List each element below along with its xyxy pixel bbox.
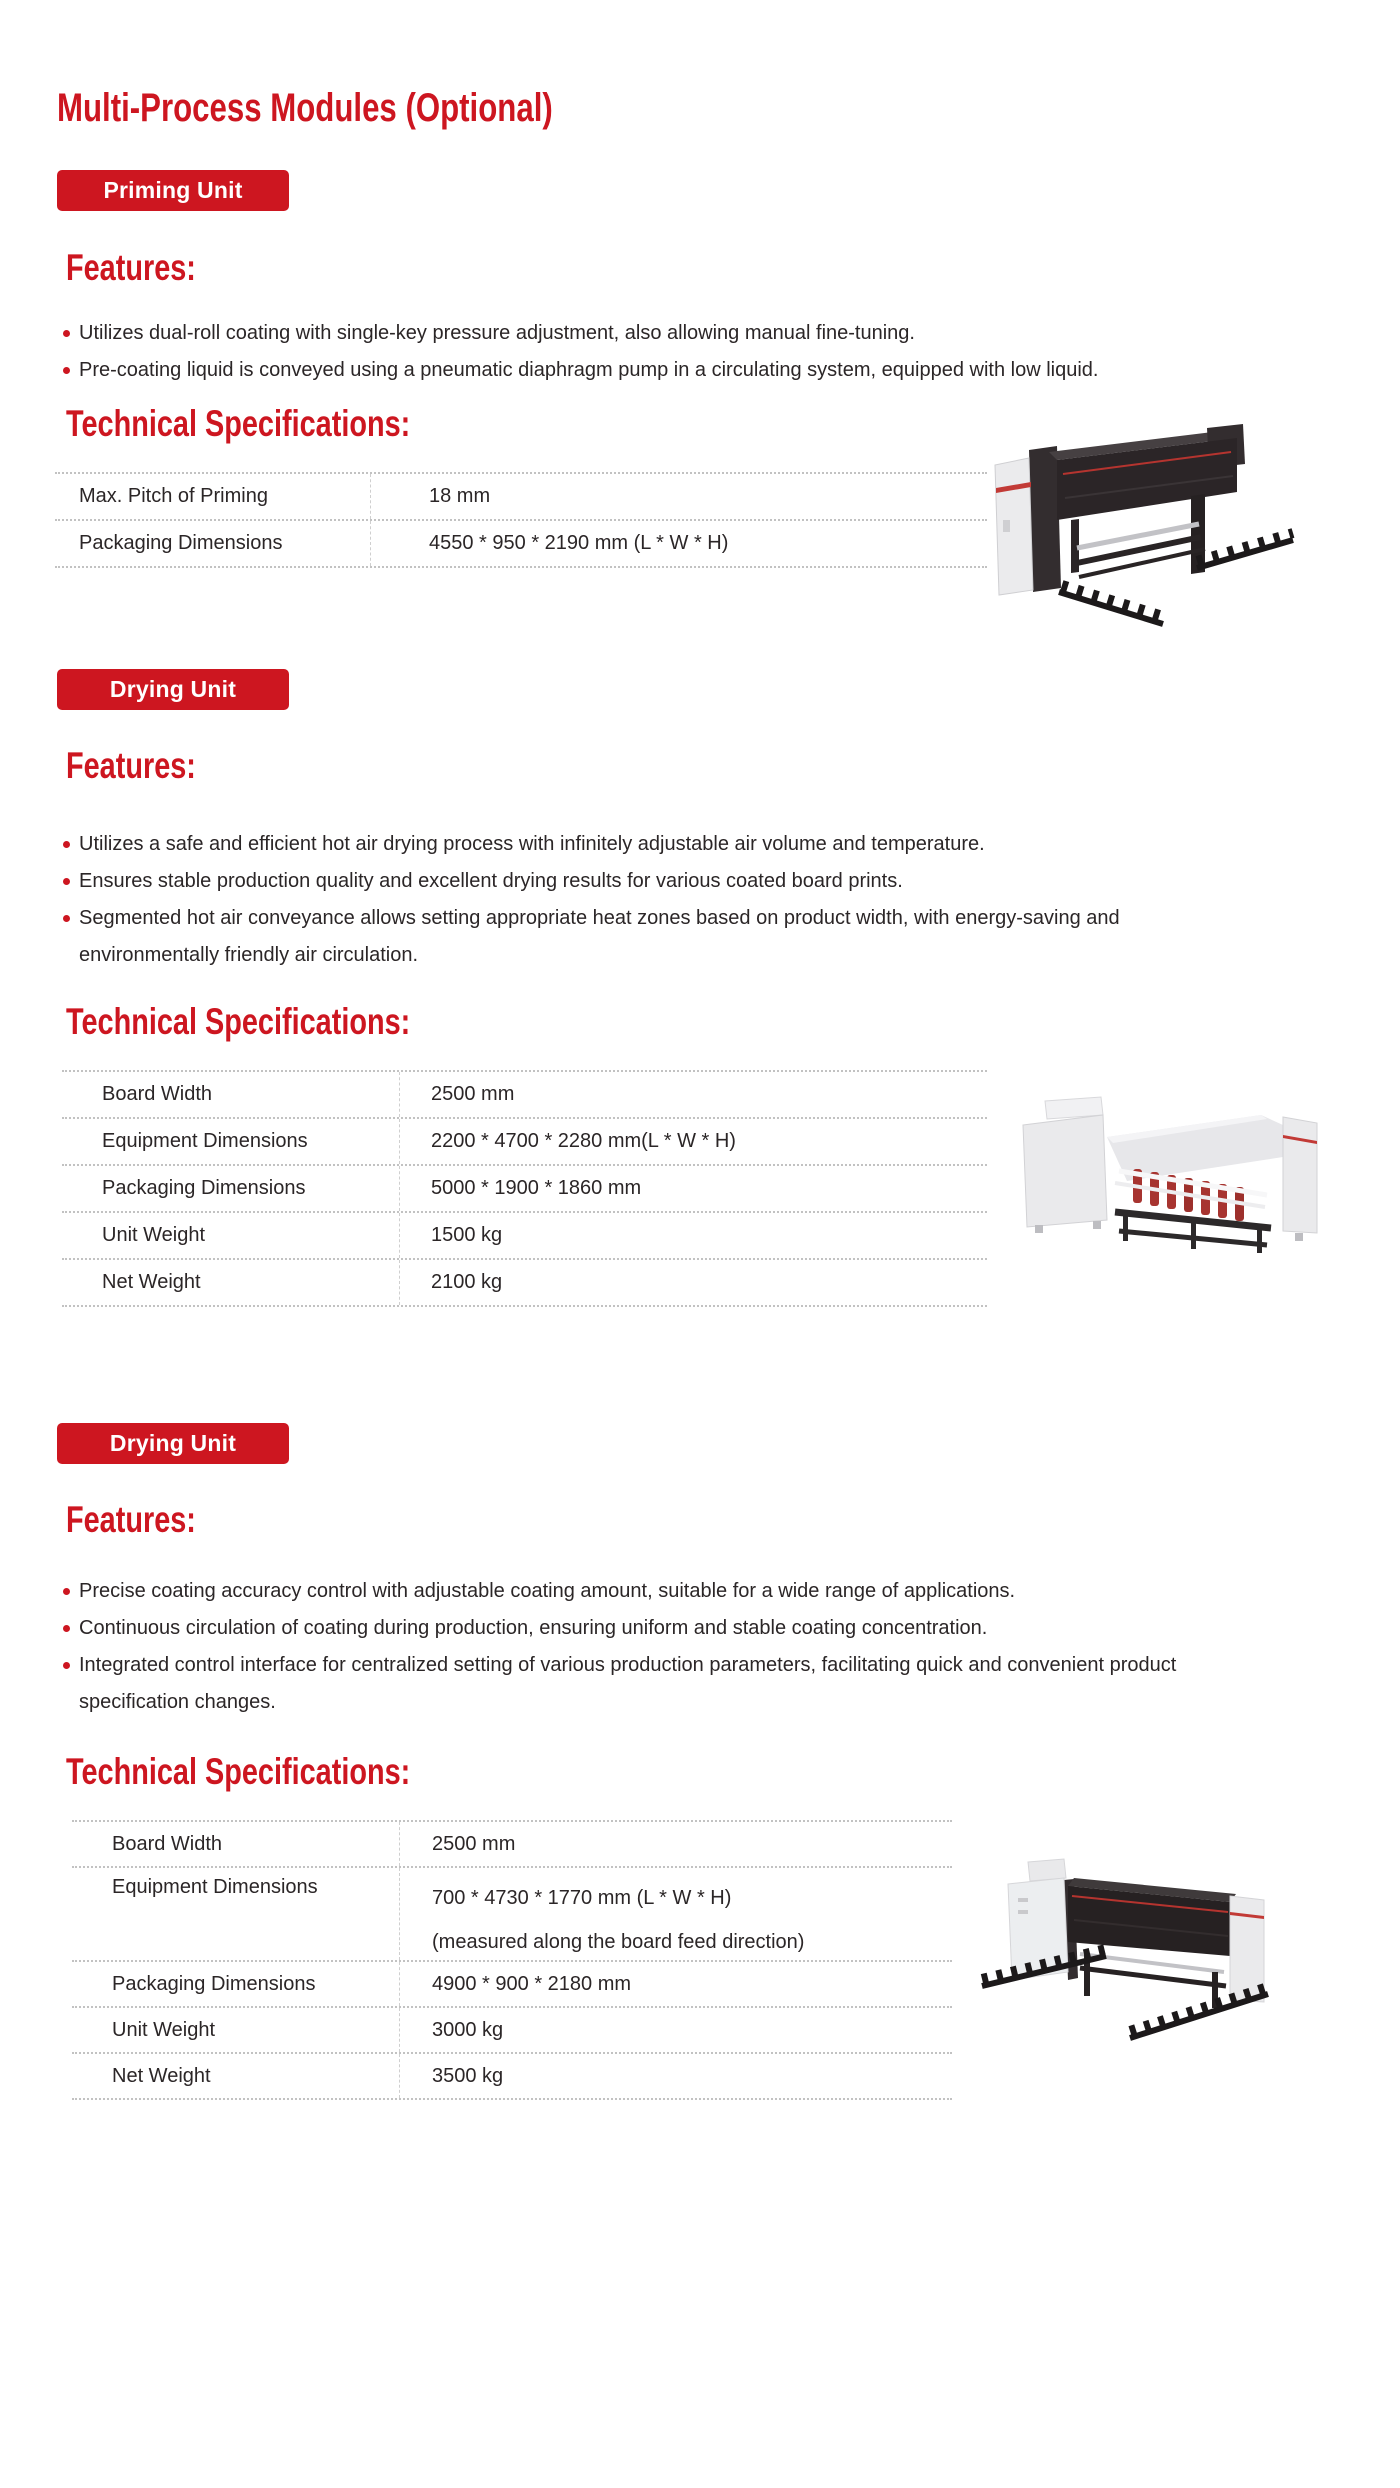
feature-bullet: Precise coating accuracy control with adjustable coating amount, suitable for a wide range of applications. — [57, 1573, 1217, 1610]
feature-bullet: Utilizes a safe and efficient hot air drying process with infinitely adjustable air volume and temperature. — [57, 826, 1217, 863]
spec-label: Packaging Dimensions — [72, 1962, 400, 2006]
feature-bullet: Continuous circulation of coating during production, ensuring uniform and stable coating concentration. — [57, 1610, 1217, 1647]
feature-bullet-list — [57, 1573, 1217, 1721]
table-row — [62, 1213, 987, 1260]
spec-label: Net Weight — [72, 2054, 400, 2098]
spec-label: Packaging Dimensions — [55, 521, 371, 566]
feature-bullet: Utilizes dual-roll coating with single-key pressure adjustment, also allowing manual fine-tuning. — [57, 315, 1217, 352]
spec-value — [400, 1868, 804, 1960]
spec-table-drying-unit — [62, 1070, 987, 1307]
table-row — [55, 521, 987, 568]
feature-bullet: Ensures stable production quality and excellent drying results for various coated board prints. — [57, 863, 1217, 900]
spec-value: 2500 mm — [431, 1083, 515, 1105]
feature-bullet: Segmented hot air conveyance allows setting appropriate heat zones based on product width, with energy-saving and environmentally friendly air circulation. — [57, 900, 1217, 974]
features-heading: Features: — [66, 745, 196, 786]
table-row — [72, 1822, 952, 1868]
table-row — [62, 1260, 987, 1307]
spec-value-note: (measured along the board feed direction) — [432, 1931, 805, 1953]
table-row — [62, 1119, 987, 1166]
drying-unit-machine-image — [1015, 1085, 1335, 1260]
table-row — [55, 474, 987, 521]
spec-table-priming-unit — [55, 472, 987, 568]
priming-unit-machine-image — [985, 420, 1305, 632]
spec-value-line: 700 * 4730 * 1770 mm (L * W * H) — [432, 1887, 732, 1909]
table-row — [72, 1962, 952, 2008]
spec-label: Net Weight — [62, 1260, 400, 1305]
spec-value: 3000 kg — [432, 2018, 504, 2041]
spec-value: 4550 * 950 * 2190 mm (L * W * H) — [429, 532, 729, 554]
table-row — [72, 2008, 952, 2054]
tech-specs-heading: Technical Specifications: — [66, 1751, 411, 1792]
feature-bullet: Integrated control interface for centralized setting of various production parameters, facilitating quick and convenient product specification changes. — [57, 1647, 1217, 1721]
spec-value: 5000 * 1900 * 1860 mm — [431, 1177, 642, 1199]
features-heading: Features: — [66, 1499, 196, 1540]
spec-value: 3500 kg — [432, 2064, 504, 2087]
feature-bullet-list — [57, 826, 1217, 974]
table-row — [62, 1166, 987, 1213]
tech-specs-heading: Technical Specifications: — [66, 1001, 411, 1042]
spec-value: 2200 * 4700 * 2280 mm(L * W * H) — [431, 1130, 736, 1152]
spec-value: 4900 * 900 * 2180 mm — [432, 1972, 632, 1995]
section-badge-drying-unit-2: Drying Unit — [57, 1423, 289, 1464]
table-row — [62, 1072, 987, 1119]
spec-label: Equipment Dimensions — [72, 1868, 400, 1960]
table-row — [72, 2054, 952, 2100]
spec-label: Board Width — [62, 1072, 400, 1117]
spec-value: 18 mm — [429, 485, 491, 507]
spec-value: 2100 kg — [431, 1271, 503, 1293]
spec-label: Packaging Dimensions — [62, 1166, 400, 1211]
spec-label: Board Width — [72, 1822, 400, 1866]
spec-label: Equipment Dimensions — [62, 1119, 400, 1164]
spec-value: 2500 mm — [432, 1832, 516, 1855]
coating-unit-machine-image — [972, 1850, 1282, 2055]
tech-specs-heading: Technical Specifications: — [66, 403, 411, 444]
section-badge-drying-unit: Drying Unit — [57, 669, 289, 710]
spec-label: Unit Weight — [72, 2008, 400, 2052]
table-row — [72, 1868, 952, 1962]
feature-bullet-list — [57, 315, 1217, 389]
page-title: Multi-Process Modules (Optional) — [57, 86, 553, 130]
spec-label: Max. Pitch of Priming — [55, 474, 371, 519]
section-badge-priming-unit: Priming Unit — [57, 170, 289, 211]
features-heading: Features: — [66, 247, 196, 288]
spec-value: 1500 kg — [431, 1224, 503, 1246]
feature-bullet: Pre-coating liquid is conveyed using a pneumatic diaphragm pump in a circulating system, equipped with low liquid. — [57, 352, 1217, 389]
spec-label: Unit Weight — [62, 1213, 400, 1258]
spec-table-coating-unit — [72, 1820, 952, 2100]
